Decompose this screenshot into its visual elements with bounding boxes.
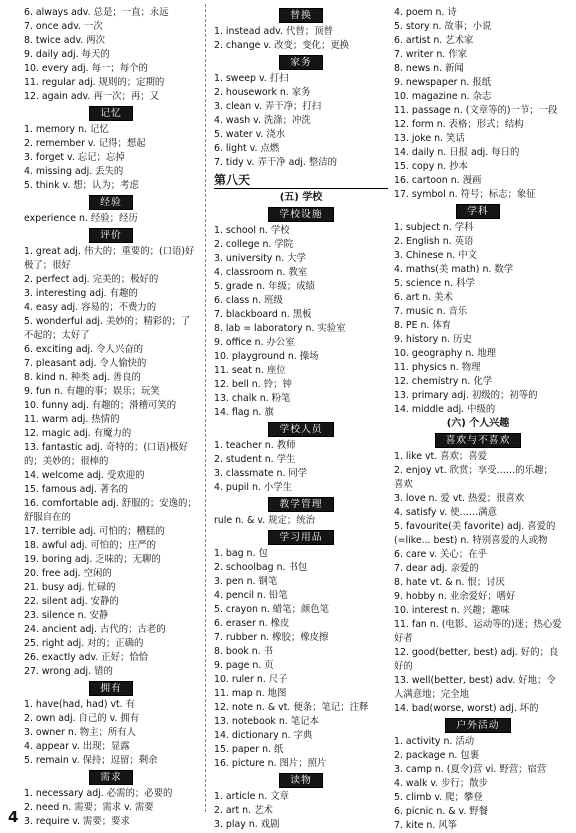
section-header-label: 替换: [279, 8, 323, 23]
vocab-entry: 17. terrible adj. 可怕的；糟糕的: [24, 526, 165, 537]
section-header-label: 家务: [279, 55, 323, 70]
vocab-entry: 5. grade n. 年级；成绩: [214, 281, 315, 292]
vocab-entry: 18. awful adj. 可怕的；庄严的: [24, 540, 157, 551]
vocab-entry: 7. once adv. 一次: [24, 21, 103, 32]
vocab-entry: 8. kind n. 种类 adj. 善良的: [24, 372, 141, 383]
vocab-entry: 2. perfect adj. 完美的；极好的: [24, 274, 159, 285]
vocab-entry: 25. right adj. 对的；正确的: [24, 638, 144, 649]
vocab-entry: 2. remember v. 记得；想起: [24, 138, 146, 149]
vocab-entry: experience n. 经验；经历: [24, 213, 138, 224]
vocab-entry: 13. fantastic adj. 奇特的；(口语)极好的；美妙的；很棒的: [24, 442, 189, 467]
vocab-entry: 11. warm adj. 热情的: [24, 414, 120, 425]
vocab-entry: 1. sweep v. 打扫: [214, 73, 289, 84]
day-heading: 第八天: [214, 172, 388, 189]
section-header-label: 喜欢与不喜欢: [435, 433, 522, 448]
vocab-entry: 4. missing adj. 丢失的: [24, 166, 124, 177]
vocab-entry: 2. student n. 学生: [214, 454, 296, 465]
vocab-entry: 9. fun n. 有趣的事；娱乐；玩笑: [24, 386, 160, 397]
vocab-entry: 13. joke n. 笑话: [394, 133, 465, 144]
vocab-entry: 13. chalk n. 粉笔: [214, 393, 291, 404]
vocab-entry: 12. good(better, best) adj. 好的；良好的: [394, 647, 559, 672]
vocab-entry: 14. flag n. 旗: [214, 407, 274, 418]
vocab-entry: 3. university n. 大学: [214, 253, 306, 264]
vocab-entry: 12. magic adj. 有魔力的: [24, 428, 132, 439]
vocab-entry: 9. office n. 办公室: [214, 337, 295, 348]
vocab-entry: 14. welcome adj. 受欢迎的: [24, 470, 145, 481]
vocab-entry: 14. daily n. 日报 adj. 每日的: [394, 147, 520, 158]
section-header-label: 拥有: [89, 681, 133, 696]
section-header: [214, 207, 388, 222]
vocab-entry: 1. great adj. 伟大的；重要的；(口语)好极了；很好: [24, 246, 195, 271]
vocab-entry: 20. free adj. 空闲的: [24, 568, 112, 579]
vocab-entry: 7. tidy v. 弄干净 adj. 整洁的: [214, 157, 337, 168]
section-header-label: 需求: [89, 770, 133, 785]
vocab-entry: 3. love n. 爱 vt. 热爱；很喜欢: [394, 493, 525, 504]
topic-heading: (六) 个人兴趣: [446, 418, 510, 429]
vocab-entry: 1. bag n. 包: [214, 548, 268, 559]
vocab-entry: 12. form n. 表格；形式；结构: [394, 119, 524, 130]
section-header-label: 读物: [279, 773, 323, 788]
vocab-entry: 4. easy adj. 容易的；不费力的: [24, 302, 157, 313]
vocab-entry: 7. writer n. 作家: [394, 49, 467, 60]
vocab-entry: 16. cartoon n. 漫画: [394, 175, 482, 186]
vocab-entry: 6. picnic n. & v. 野餐: [394, 806, 489, 817]
vocab-entry: rule n. & v. 规定；统治: [214, 515, 315, 526]
vocab-entry: 13. notebook n. 笔记本: [214, 716, 319, 727]
vocab-entry: 7. kite n. 风筝: [394, 820, 458, 831]
vocab-entry: 15. copy n. 抄本: [394, 161, 468, 172]
vocab-entry: 8. news n. 新闻: [394, 63, 464, 74]
vocab-entry: 10. magazine n. 杂志: [394, 91, 492, 102]
vocab-entry: 5. climb v. 爬；攀登: [394, 792, 483, 803]
section-header-label: 学科: [456, 204, 500, 219]
vocab-entry: 6. light v. 点燃: [214, 143, 280, 154]
vocab-entry: 4. poem n. 诗: [394, 7, 457, 18]
vocab-entry: 6. care v. 关心；在乎: [394, 549, 487, 560]
vocab-entry: 1. memory n. 记忆: [24, 124, 109, 135]
vocab-entry: 8. lab = laboratory n. 实验室: [214, 323, 346, 334]
vocab-entry: 11. passage n. (文章等的)一节；一段: [394, 105, 558, 116]
vocab-entry: 5. science n. 科学: [394, 278, 475, 289]
vocab-entry: 2. need n. 需要；需求 v. 需要: [24, 802, 154, 813]
column-right: [394, 6, 562, 833]
vocab-entry: 6. art n. 美术: [394, 292, 453, 303]
vocab-entry: 12. note n. & vt. 便条；笔记；注释: [214, 702, 369, 713]
topic-heading: (五) 学校: [279, 192, 323, 203]
vocab-entry: 10. funny adj. 有趣的；滑稽可笑的: [24, 400, 177, 411]
vocab-entry: 2. housework n. 家务: [214, 87, 311, 98]
section-header-label: 评价: [89, 228, 133, 243]
vocab-entry: 1. subject n. 学科: [394, 222, 474, 233]
vocab-entry: 2. art n. 艺术: [214, 805, 273, 816]
section-header-label: 学习用品: [268, 530, 333, 545]
vocab-entry: 3. require v. 需要；要求: [24, 816, 130, 827]
section-header: [394, 204, 562, 219]
vocab-entry: 1. teacher n. 教师: [214, 440, 296, 451]
vocab-entry: 19. boring adj. 乏味的；无聊的: [24, 554, 161, 565]
section-header: [394, 433, 562, 448]
vocab-entry: 16. picture n. 图片；照片: [214, 758, 327, 769]
section-header: [24, 106, 198, 121]
vocab-entry: 8. twice adv. 两次: [24, 35, 106, 46]
vocab-entry: 7. blackboard n. 黑板: [214, 309, 312, 320]
vocab-entry: 5. remain v. 保持；逗留；剩余: [24, 755, 158, 766]
vocab-entry: 15. paper n. 纸: [214, 744, 284, 755]
section-header: [24, 681, 198, 696]
vocab-entry: 4. appear v. 出现；显露: [24, 741, 130, 752]
vocab-entry: 5. wonderful adj. 美妙的；精彩的；了不起的；太好了: [24, 316, 191, 341]
vocab-entry: 1. school n. 学校: [214, 225, 290, 236]
vocab-entry: 7. dear adj. 亲爱的: [394, 563, 479, 574]
vocab-entry: 4. maths(美 math) n. 数学: [394, 264, 514, 275]
vocab-entry: 14. dictionary n. 字典: [214, 730, 313, 741]
vocab-entry: 12. again adv. 再一次；再；又: [24, 91, 159, 102]
section-header: [214, 773, 388, 788]
vocab-entry: 5. favourite(美 favorite) adj. 喜爱的(=like... best) n. 特别喜爱的人或物: [394, 521, 556, 546]
vocab-entry: 4. satisfy v. 使……满意: [394, 507, 498, 518]
vocab-entry: 2. college n. 学院: [214, 239, 294, 250]
vocab-entry: 2. change v. 改变；变化；更换: [214, 40, 350, 51]
vocab-entry: 7. pleasant adj. 令人愉快的: [24, 358, 147, 369]
vocab-entry: 4. pencil n. 铅笔: [214, 590, 288, 601]
section-header-label: 教学管理: [268, 497, 333, 512]
vocab-entry: 11. fan n. (电影、运动等的)迷；热心爱好者: [394, 619, 562, 644]
vocab-entry: 24. ancient adj. 古代的；古老的: [24, 624, 166, 635]
vocab-entry: 7. music n. 音乐: [394, 306, 468, 317]
vocab-entry: 21. busy adj. 忙碌的: [24, 582, 116, 593]
vocab-entry: 11. seat n. 座位: [214, 365, 286, 376]
vocab-entry: 6. eraser n. 橡皮: [214, 618, 290, 629]
vocab-entry: 12. bell n. 铃；钟: [214, 379, 292, 390]
vocab-entry: 3. forget v. 忘记；忘掉: [24, 152, 125, 163]
section-header: [214, 497, 388, 512]
vocab-entry: 2. English n. 英语: [394, 236, 474, 247]
vocab-entry: 1. activity n. 活动: [394, 736, 475, 747]
vocab-entry: 5. think v. 想；认为；考虑: [24, 180, 139, 191]
vocab-entry: 2. package n. 包裹: [394, 750, 480, 761]
column-left: [24, 6, 198, 829]
vocab-entry: 9. newspaper n. 报纸: [394, 77, 492, 88]
vocab-entry: 16. comfortable adj. 舒服的；安逸的；舒服自在的: [24, 498, 197, 523]
vocab-entry: 2. enjoy vt. 欣赏；享受……的乐趣；喜欢: [394, 465, 553, 490]
vocab-entry: 26. exactly adv. 正好；恰恰: [24, 652, 149, 663]
vocab-entry: 5. story n. 故事；小说: [394, 21, 492, 32]
vocab-entry: 14. bad(worse, worst) adj. 坏的: [394, 703, 539, 714]
vocab-entry: 6. class n. 班级: [214, 295, 283, 306]
section-header-label: 户外活动: [445, 718, 510, 733]
vocab-entry: 4. walk v. 步行；散步: [394, 778, 489, 789]
vocab-entry: 9. history n. 历史: [394, 334, 472, 345]
section-header-label: 学校设施: [268, 207, 333, 222]
section-header: [214, 422, 388, 437]
vocab-entry: 7. rubber n. 橡胶；橡皮擦: [214, 632, 329, 643]
vocab-entry: 17. symbol n. 符号；标志；象征: [394, 189, 536, 200]
vocab-entry: 13. primary adj. 初级的；初等的: [394, 390, 538, 401]
vocab-entry: 10. ruler n. 尺子: [214, 674, 288, 685]
section-header-label: 记忆: [89, 106, 133, 121]
vocab-entry: 6. artist n. 艺术家: [394, 35, 474, 46]
vocab-entry: 11. regular adj. 规则的；定期的: [24, 77, 165, 88]
vocab-entry: 3. classmate n. 同学: [214, 468, 308, 479]
vocab-entry: 9. page n. 页: [214, 660, 274, 671]
section-header: [214, 530, 388, 545]
vocab-entry: 4. classroom n. 教室: [214, 267, 308, 278]
section-header-label: 经验: [89, 195, 133, 210]
vocab-entry: 27. wrong adj. 错的: [24, 666, 113, 677]
vocab-entry: 6. always adv. 总是；一直；永远: [24, 7, 169, 18]
section-header: [24, 228, 198, 243]
vocab-entry: 1. necessary adj. 必需的；必要的: [24, 788, 173, 799]
section-header: [24, 195, 198, 210]
vocab-entry: 4. pupil n. 小学生: [214, 482, 292, 493]
section-header: [24, 770, 198, 785]
vocab-entry: 15. famous adj. 著名的: [24, 484, 128, 495]
vocab-entry: 3. pen n. 钢笔: [214, 576, 278, 587]
vocab-entry: 3. owner n. 物主；所有人: [24, 727, 137, 738]
section-header: [214, 55, 388, 70]
vocab-entry: 1. have(had, had) vt. 有: [24, 699, 136, 710]
vocab-entry: 10. every adj. 每一；每个的: [24, 63, 148, 74]
vocab-entry: 5. water v. 浇水: [214, 129, 286, 140]
vocab-entry: 6. exciting adj. 令人兴奋的: [24, 344, 143, 355]
vocab-entry: 8. hate vt. & n. 恨；讨厌: [394, 577, 505, 588]
vocab-entry: 2. own adj. 自己的 v. 拥有: [24, 713, 140, 724]
vocab-entry: 10. playground n. 操场: [214, 351, 319, 362]
vocab-entry: 13. well(better, best) adv. 好地；令人满意地；完全地: [394, 675, 556, 700]
vocab-entry: 4. wash v. 洗涤；冲洗: [214, 115, 311, 126]
vocab-entry: 5. crayon n. 蜡笔；颜色笔: [214, 604, 330, 615]
vocab-entry: 3. camp n. (夏令)营 vi. 野营；宿营: [394, 764, 547, 775]
vocab-entry: 3. interesting adj. 有趣的: [24, 288, 138, 299]
vocab-entry: 8. PE n. 体育: [394, 320, 452, 331]
page-number: 4: [8, 808, 19, 826]
vocab-entry: 12. chemistry n. 化学: [394, 376, 493, 387]
vocab-entry: 3. clean v. 弄干净；打扫: [214, 101, 322, 112]
section-header: [214, 8, 388, 23]
vocab-entry: 10. interest n. 兴趣；趣味: [394, 605, 510, 616]
column-middle: [214, 6, 388, 832]
vocab-entry: 14. middle adj. 中级的: [394, 404, 496, 415]
vocab-entry: 10. geography n. 地理: [394, 348, 496, 359]
column-divider: [205, 4, 206, 812]
vocab-entry: 3. Chinese n. 中文: [394, 250, 478, 261]
vocab-entry: 23. silence n. 安静: [24, 610, 109, 621]
vocab-entry: 22. silent adj. 安静的: [24, 596, 119, 607]
section-header: [394, 718, 562, 733]
vocab-entry: 11. physics n. 物理: [394, 362, 481, 373]
vocab-entry: 3. play n. 戏剧: [214, 819, 280, 830]
vocab-entry: 1. article n. 文章: [214, 791, 289, 802]
vocab-entry: 9. daily adj. 每天的: [24, 49, 110, 60]
vocab-entry: 1. instead adv. 代替；顶替: [214, 26, 333, 37]
vocab-entry: 8. book n. 书: [214, 646, 274, 657]
vocab-entry: 1. like vt. 喜欢；喜爱: [394, 451, 488, 462]
vocab-entry: 9. hobby n. 业余爱好；嗜好: [394, 591, 516, 602]
vocab-entry: 2. schoolbag n. 书包: [214, 562, 308, 573]
vocab-entry: 11. map n. 地图: [214, 688, 287, 699]
section-header-label: 学校人员: [268, 422, 333, 437]
